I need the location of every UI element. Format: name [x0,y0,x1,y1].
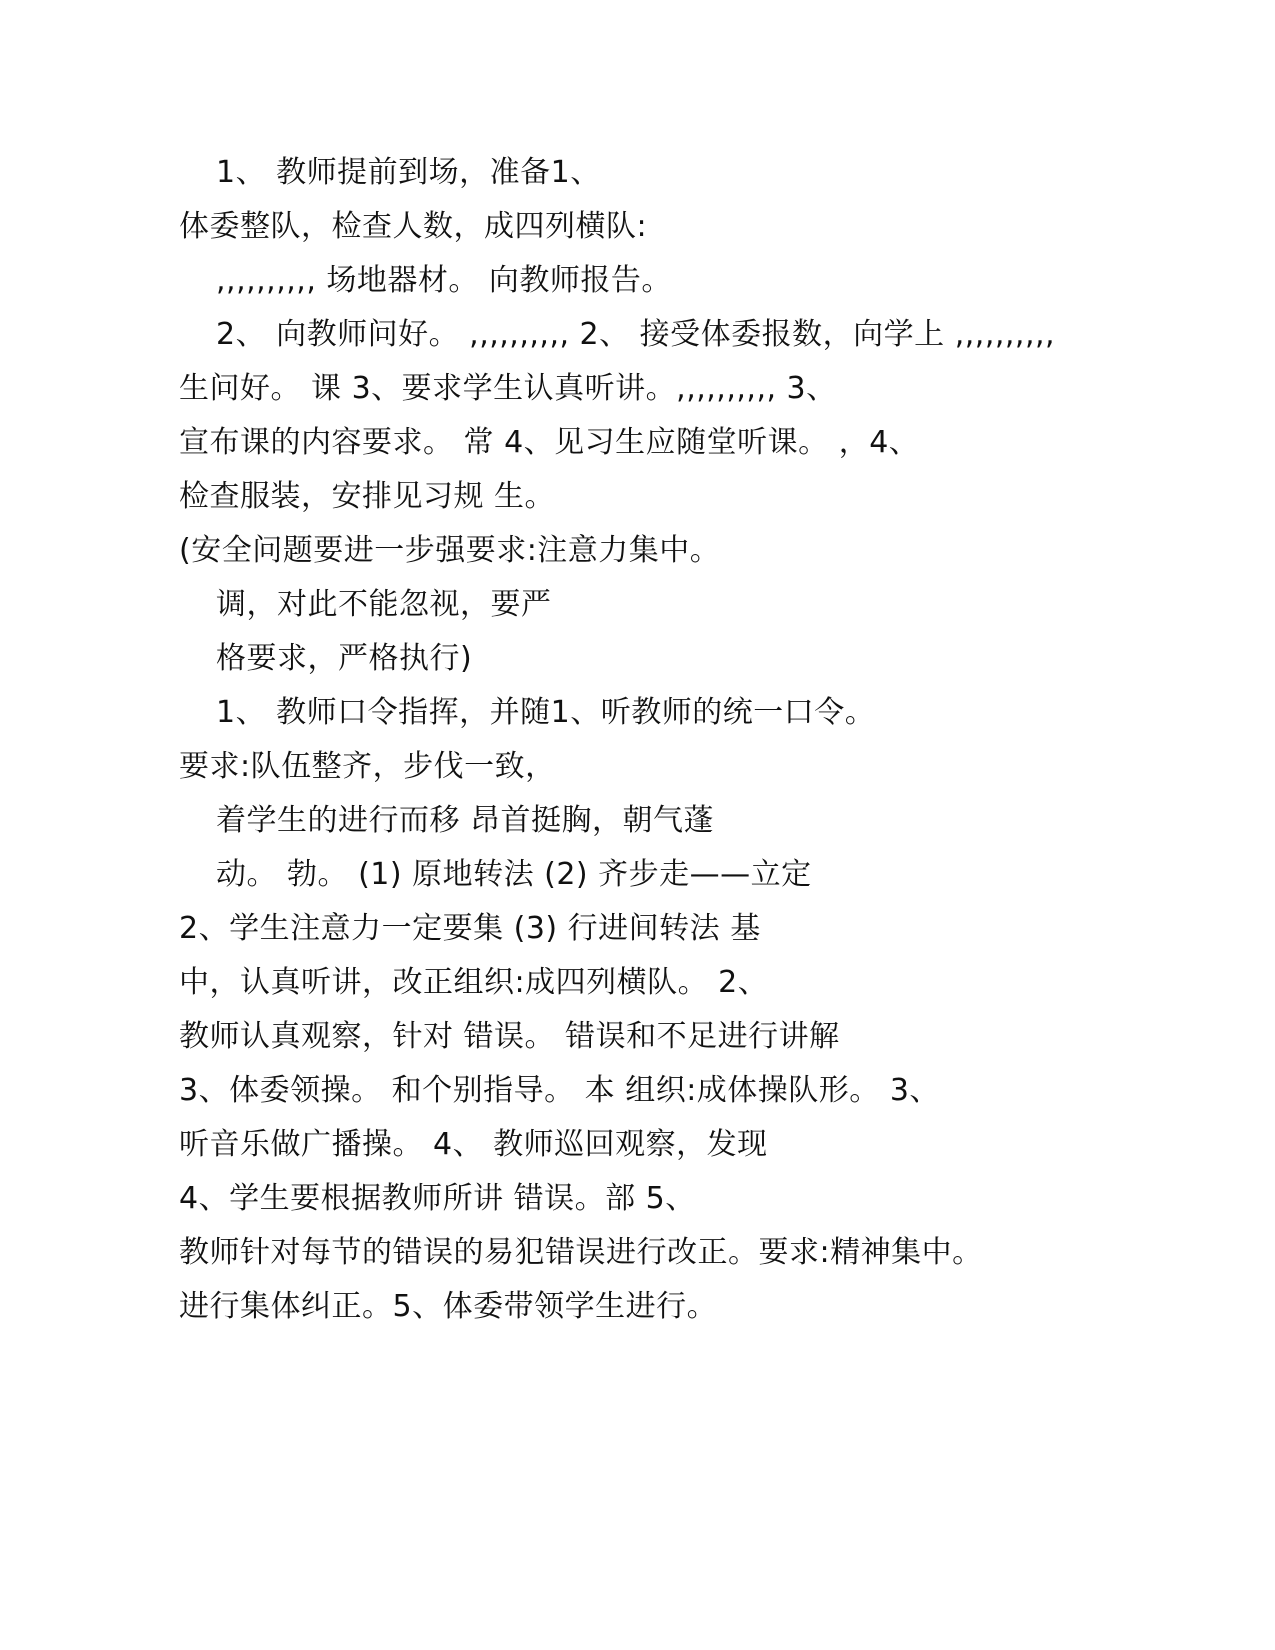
text-line: 1、 教师口令指挥，并随1、听教师的统一口令。 [216,695,876,730]
text-line: 要求:队伍整齐，步伐一致， [179,749,556,784]
text-line: 动。 勃。 (1) 原地转法 (2) 齐步走——立定 [216,857,812,892]
text-line: 格要求，严格执行) [216,641,473,676]
text-line: ,,,,,,,,,, 场地器材。 向教师报告。 [216,263,672,298]
text-line: 4、学生要根据教师所讲 错误。部 5、 [179,1181,696,1216]
text-line: 听音乐做广播操。 4、 教师巡回观察，发现 [179,1127,768,1162]
text-line: (安全问题要进一步强要求:注意力集中。 [179,533,721,568]
text-line: 教师认真观察，针对 错误。 错误和不足进行讲解 [179,1019,840,1054]
text-line: 3、体委领操。 和个别指导。 本 组织:成体操队形。 3、 [179,1073,940,1108]
text-line: 教师针对每节的错误的易犯错误进行改正。要求:精神集中。 [179,1235,983,1270]
text-line: 进行集体纠正。5、体委带领学生进行。 [179,1289,718,1324]
text-line: 宣布课的内容要求。 常 4、见习生应随堂听课。 ，4、 [179,425,920,460]
text-line: 着学生的进行而移 昂首挺胸，朝气蓬 [216,803,715,838]
text-line: 调，对此不能忽视，要严 [216,587,552,622]
text-line: 生问好。 课 3、要求学生认真听讲。,,,,,,,,,, 3、 [179,371,837,406]
text-line: 中，认真听讲，改正组织:成四列横队。 2、 [179,965,769,1000]
text-line: 2、 向教师问好。 ,,,,,,,,,, 2、 接受体委报数，向学上 ,,,,,,,,,, [216,317,1056,352]
text-line: 检查服装，安排见习规 生。 [179,479,556,514]
text-line: 2、学生注意力一定要集 (3) 行进间转法 基 [179,911,761,946]
text-line: 体委整队，检查人数，成四列横队: [179,209,648,244]
text-line: 1、 教师提前到场，准备1、 [216,155,601,190]
